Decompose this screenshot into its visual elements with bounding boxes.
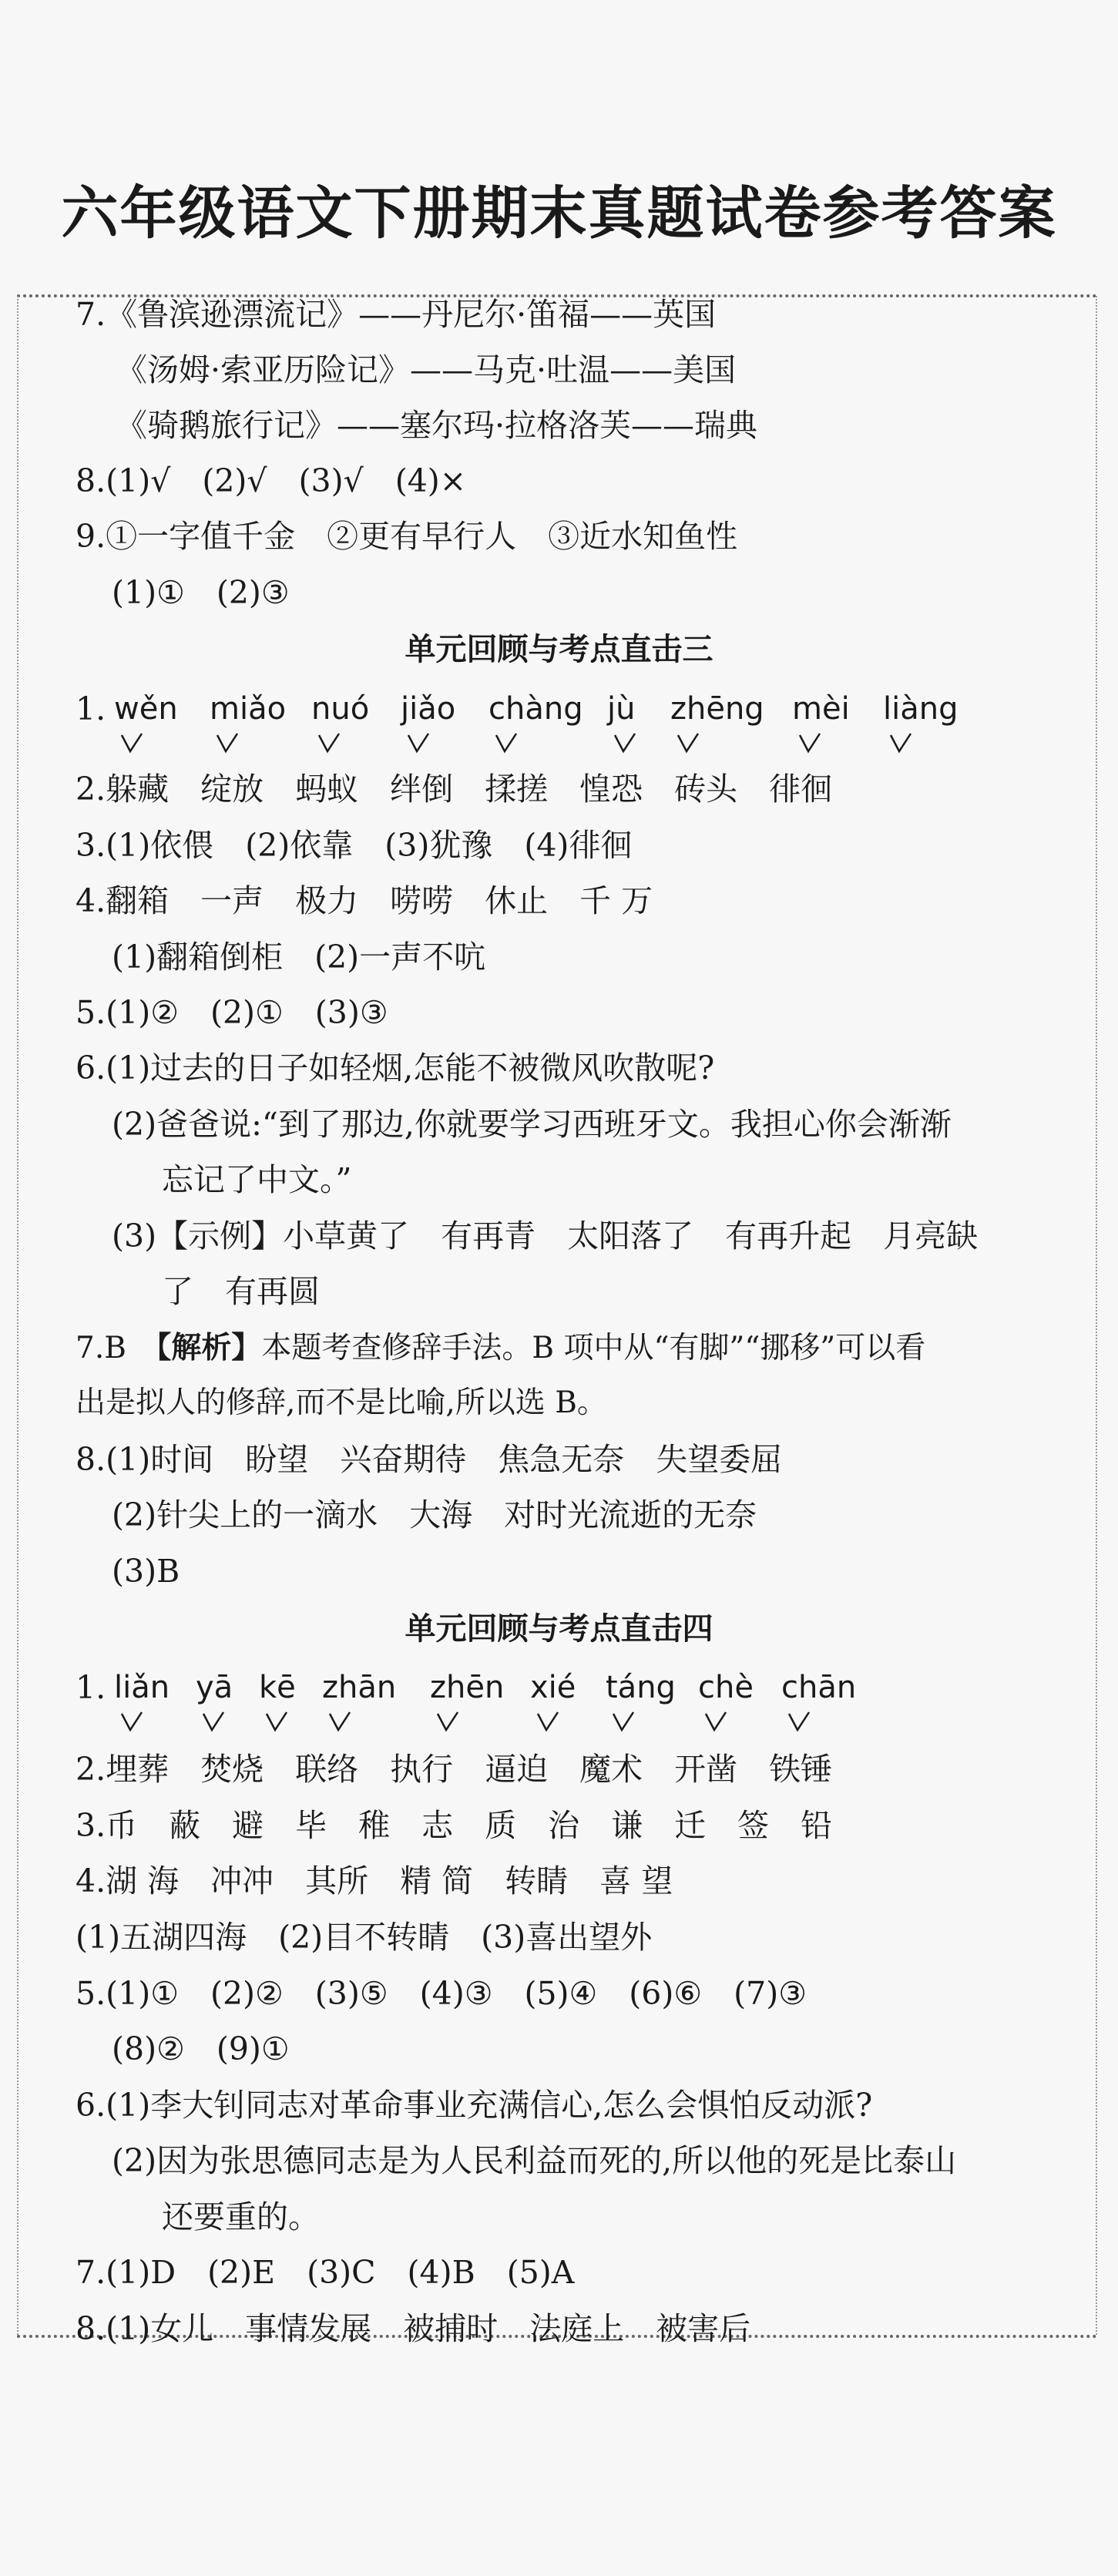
check-mark-icon: [265, 1711, 288, 1732]
s3-q1-number: 1.: [76, 690, 106, 727]
pinyin-item: chàng: [488, 691, 583, 727]
pinyin-item: táng: [606, 1670, 676, 1705]
pinyin-item: zhēng: [670, 691, 764, 727]
s4-answer-4-sub: (1)五湖四海 (2)目不转睛 (3)喜出望外: [76, 1919, 653, 1956]
check-mark-icon: [613, 732, 636, 754]
s4-answer-5: 5.(1)① (2)② (3)⑤ (4)③ (5)④ (6)⑥ (7)③: [76, 1975, 807, 2012]
check-mark-icon: [612, 1711, 635, 1732]
answer-7-line-2: 《汤姆·索亚历险记》——马克·吐温——美国: [116, 351, 737, 388]
check-mark-icon: [704, 1711, 727, 1732]
check-mark-icon: [798, 732, 821, 754]
answer-9: 9.①一字值千金 ②更有早行人 ③近水知鱼性: [76, 518, 738, 555]
s3-answer-3: 3.(1)依偎 (2)依靠 (3)犹豫 (4)徘徊: [76, 827, 633, 864]
s4-q1-number: 1.: [76, 1669, 106, 1706]
s4-answer-3: 3.币 蔽 避 毕 稚 志 质 治 谦 迁 签 铅: [76, 1807, 833, 1844]
s3-answer-6-3: (3)【示例】小草黄了 有再青 太阳落了 有再升起 月亮缺: [112, 1217, 979, 1254]
s3-answer-6-2: (2)爸爸说:“到了那边,你就要学习西班牙文。我担心你会渐渐: [112, 1106, 952, 1143]
s3-answer-2: 2.躲藏 绽放 蚂蚁 绊倒 揉搓 惶恐 砖头 徘徊: [76, 771, 833, 808]
check-mark-icon: [202, 1711, 225, 1732]
pinyin-item: zhān: [322, 1670, 397, 1705]
check-mark-icon: [328, 1711, 351, 1732]
pinyin-item: mèi: [792, 691, 850, 727]
pinyin-item: jù: [607, 691, 636, 727]
page-title: 六年级语文下册期末真题试卷参考答案: [61, 180, 1057, 247]
s3-answer-7: [76, 1326, 925, 1370]
pinyin-item: chān: [781, 1670, 857, 1705]
s4-answer-8: 8.(1)女儿 事情发展 被捕时 法庭上 被害后: [76, 2310, 751, 2347]
section-title-3: 单元回顾与考点直击三: [405, 632, 713, 667]
section-title-4: 单元回顾与考点直击四: [405, 1611, 713, 1647]
s4-answer-6-1: 6.(1)李大钊同志对革命事业充满信心,怎么会惧怕反动派?: [76, 2087, 873, 2124]
pinyin-item: chè: [698, 1670, 754, 1705]
s3-answer-7-text: 本题考查修辞手法。B 项中从“有脚”“挪移”可以看: [261, 1331, 926, 1365]
s4-answer-7: 7.(1)D (2)E (3)C (4)B (5)A: [76, 2254, 575, 2291]
s3-answer-7-label: 7.B: [76, 1331, 156, 1365]
answer-8: 8.(1)√ (2)√ (3)√ (4)×: [76, 462, 467, 499]
s3-answer-8-1: 8.(1)时间 盼望 兴奋期待 焦急无奈 失望委屈: [76, 1441, 783, 1478]
check-mark-icon: [495, 732, 518, 754]
check-mark-icon: [787, 1711, 811, 1732]
s3-answer-4: 4.翻箱 一声 极力 唠唠 休止 千 万: [76, 882, 653, 919]
check-mark-icon: [536, 1711, 559, 1732]
pinyin-item: xié: [530, 1670, 576, 1705]
check-mark-icon: [677, 732, 700, 754]
pinyin-item: zhēn: [430, 1670, 505, 1705]
s3-answer-7-cont: 出是拟人的修辞,而不是比喻,所以选 B。: [76, 1385, 607, 1420]
s3-answer-8-3: (3)B: [112, 1553, 180, 1590]
answer-7-line-1: 7.《鲁滨逊漂流记》——丹尼尔·笛福——英国: [76, 296, 717, 333]
s3-answer-5: 5.(1)② (2)① (3)③: [76, 994, 388, 1031]
check-mark-icon: [216, 732, 239, 754]
s4-answer-5-cont: (8)② (9)①: [112, 2030, 290, 2067]
s3-answer-6-3-cont: 了 有再圆: [162, 1273, 320, 1310]
s4-answer-4: 4.湖 海 冲冲 其所 精 简 转睛 喜 望: [76, 1862, 673, 1899]
analysis-tag: 【解析】: [156, 1330, 262, 1365]
s4-answer-6-2: (2)因为张思德同志是为人民利益而死的,所以他的死是比泰山: [112, 2142, 957, 2179]
s4-answer-6-2-cont: 还要重的。: [162, 2198, 320, 2235]
s4-answer-2: 2.埋葬 焚烧 联络 执行 逼迫 魔术 开凿 铁锤: [76, 1751, 833, 1788]
pinyin-item: kē: [259, 1670, 296, 1705]
s3-pinyin-row: [114, 687, 1039, 772]
s4-pinyin-row: [114, 1666, 1039, 1751]
s3-answer-8-2: (2)针尖上的一滴水 大海 对时光流逝的无奈: [112, 1496, 757, 1533]
s3-answer-6-1: 6.(1)过去的日子如轻烟,怎能不被微风吹散呢?: [76, 1050, 715, 1086]
answer-9-sub: (1)① (2)③: [112, 574, 290, 611]
pinyin-item: jiǎo: [401, 691, 456, 727]
pinyin-item: liǎn: [114, 1670, 170, 1705]
check-mark-icon: [407, 732, 430, 754]
s3-answer-6-2-cont: 忘记了中文。”: [162, 1161, 352, 1198]
pinyin-item: wěn: [114, 691, 178, 727]
check-mark-icon: [436, 1711, 459, 1732]
check-mark-icon: [120, 1711, 143, 1732]
check-mark-icon: [120, 732, 143, 754]
check-mark-icon: [317, 732, 341, 754]
pinyin-item: liàng: [883, 691, 959, 727]
pinyin-item: miǎo: [210, 691, 287, 727]
pinyin-item: nuó: [311, 691, 370, 727]
pinyin-item: yā: [196, 1670, 233, 1705]
answer-7-line-3: 《骑鹅旅行记》——塞尔玛·拉格洛芙——瑞典: [116, 407, 758, 444]
s3-answer-4-sub: (1)翻箱倒柜 (2)一声不吭: [112, 939, 486, 976]
check-mark-icon: [889, 732, 912, 754]
